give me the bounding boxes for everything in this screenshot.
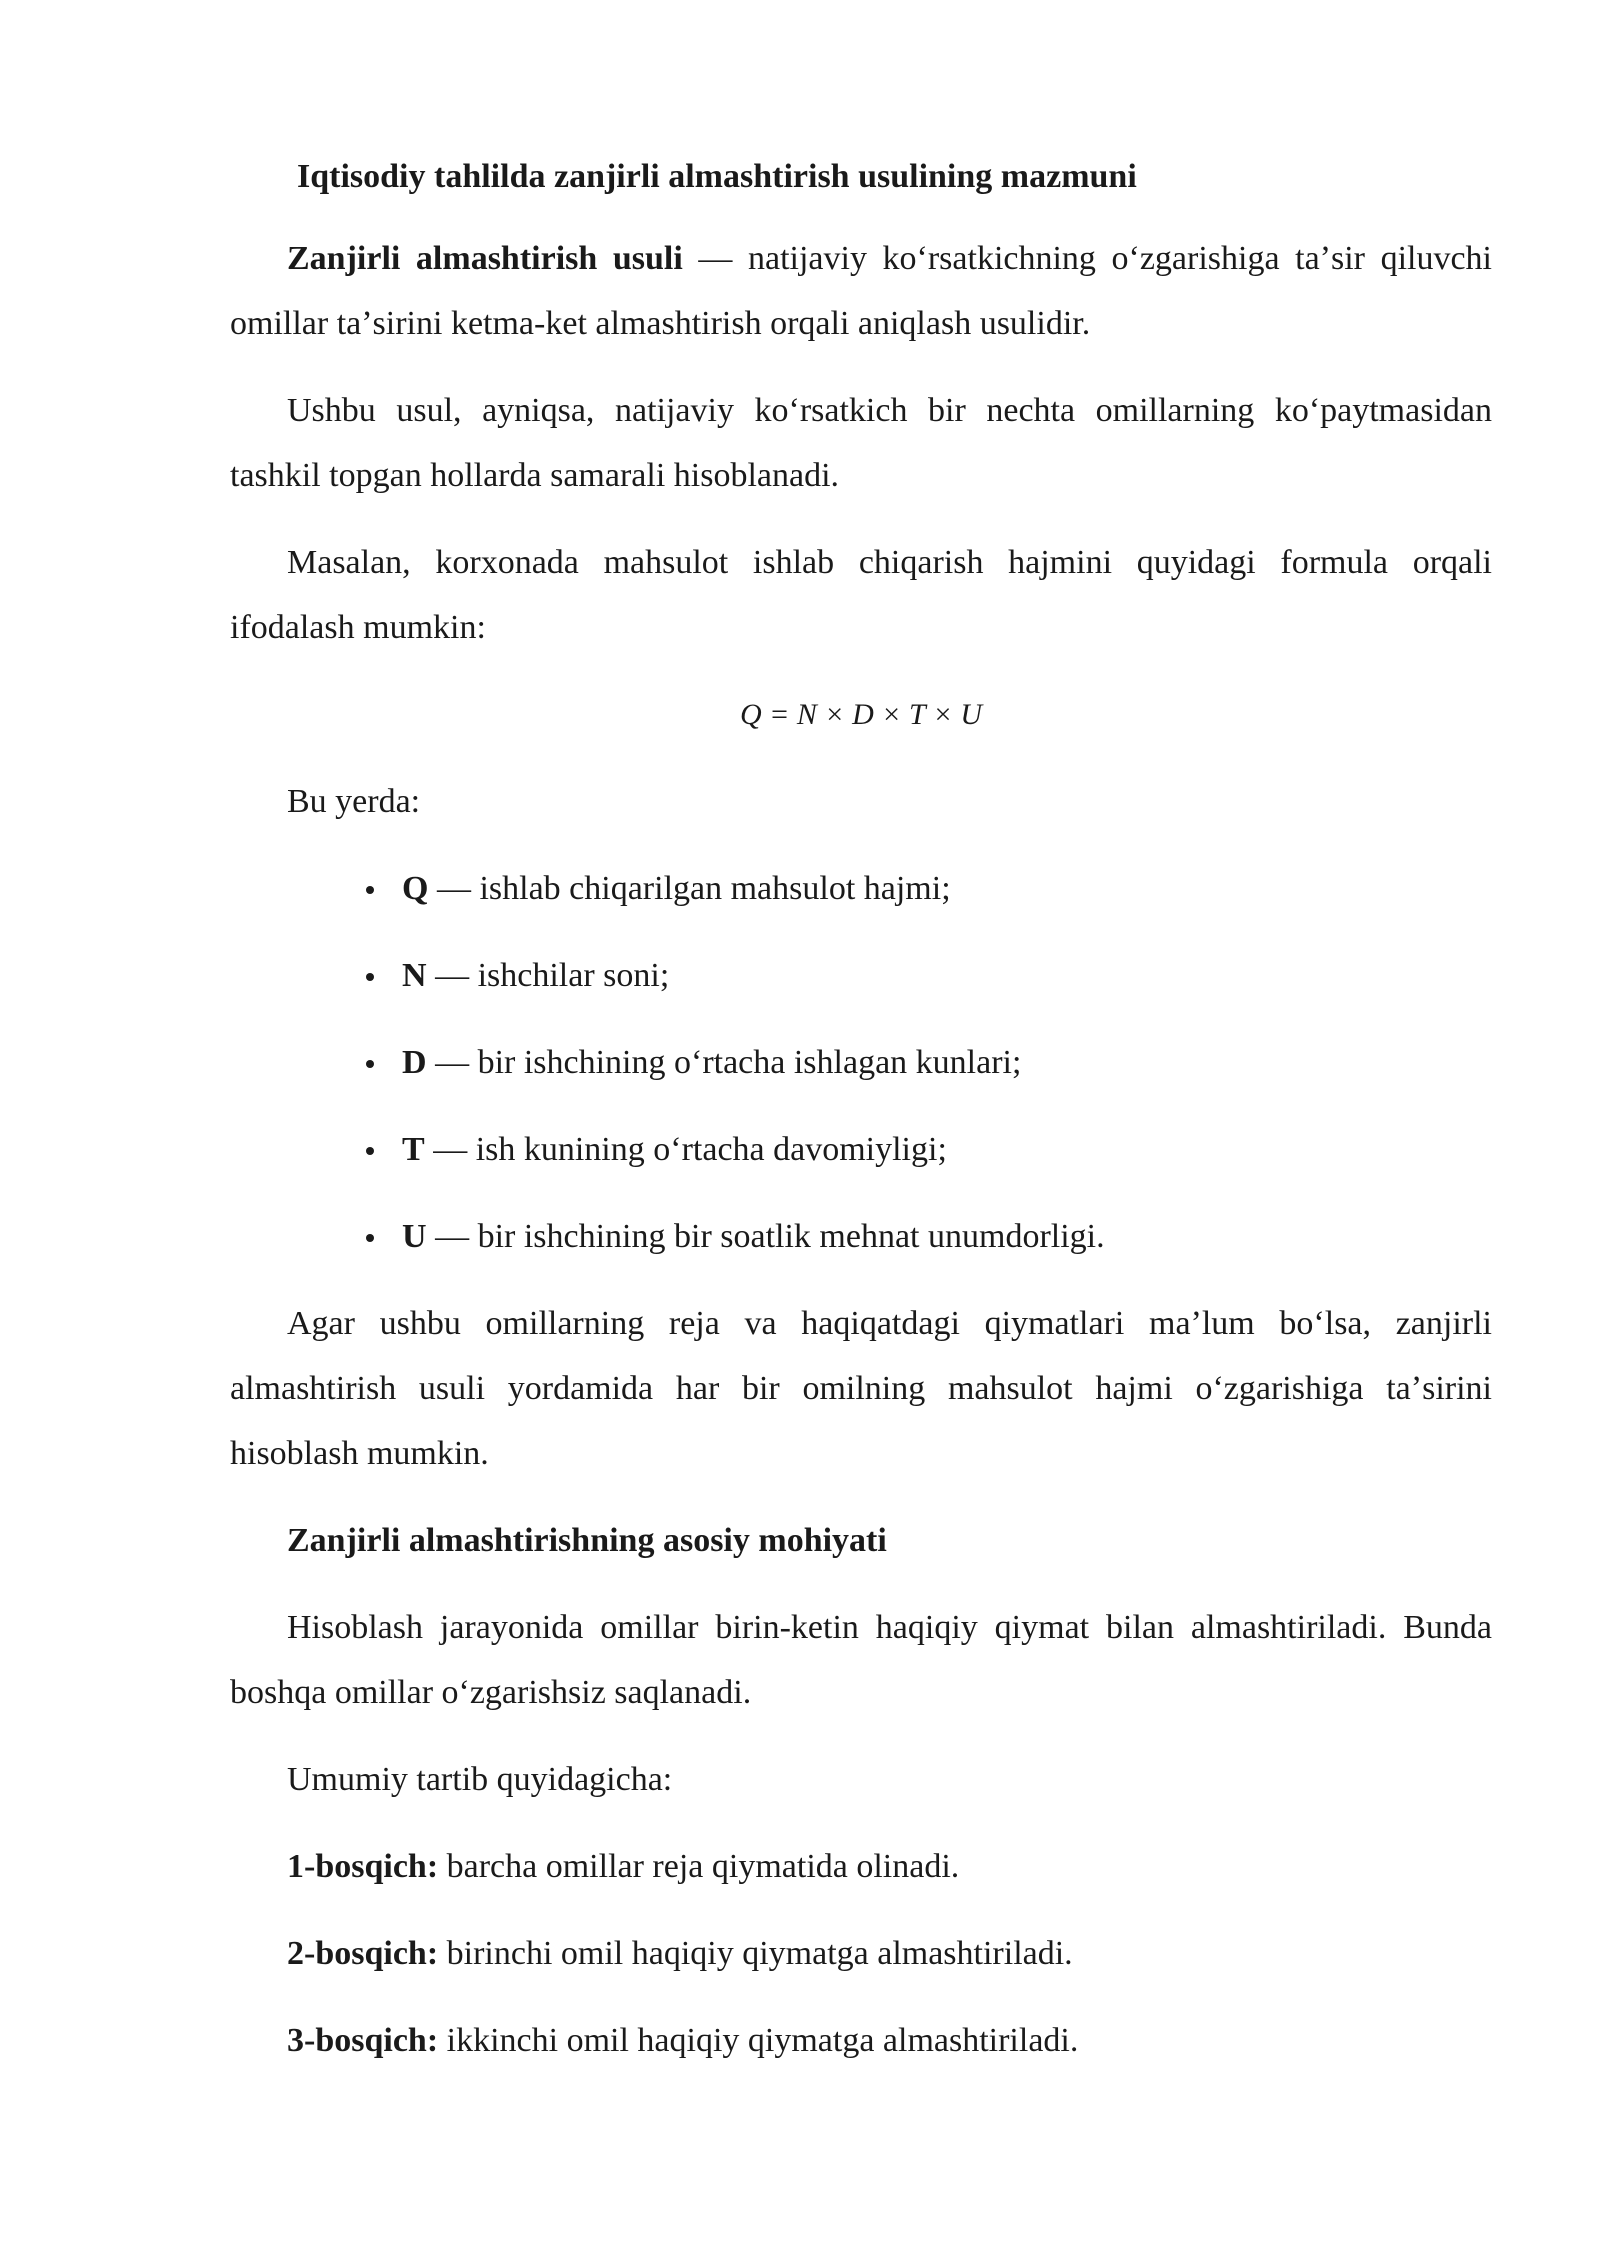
factor-symbol: D (402, 1044, 427, 1081)
section-heading: Zanjirli almashtirishning asosiy mohiyati (287, 1522, 887, 1559)
factor-symbol: T (402, 1131, 425, 1168)
definition-term: Zanjirli almashtirish usuli (287, 240, 683, 277)
step-3 (230, 2008, 1492, 2073)
step-2 (230, 1921, 1492, 1986)
step-label: 2-bosqich: (287, 1935, 439, 1972)
step-text: ikkinchi omil haqiqiy qiymatga almashtiriladi. (438, 2022, 1079, 2059)
definition-paragraph (230, 226, 1492, 356)
factor-description: — bir ishchining oʻrtacha ishlagan kunlari; (426, 1044, 1022, 1081)
factor-description: — ishlab chiqarilgan mahsulot hajmi; (428, 870, 951, 907)
step-label: 1-bosqich: (287, 1848, 439, 1885)
step-text: barcha omillar reja qiymatida olinadi. (438, 1848, 960, 1885)
factor-item-u (402, 1204, 1492, 1269)
document-body (230, 150, 1492, 2095)
step-1 (230, 1834, 1492, 1899)
factor-symbol: U (402, 1218, 427, 1255)
production-formula: Q = N × D × T × U (739, 698, 983, 731)
factor-item-n (402, 943, 1492, 1008)
order-label: Umumiy tartib quyidagicha: (287, 1761, 673, 1798)
usage-paragraph: Ushbu usul, ayniqsa, natijaviy koʻrsatkich bir nechta omillarning koʻpaytmasidan tashkil topgan hollarda samarali hisoblanadi. (230, 392, 1492, 494)
factor-item-d (402, 1030, 1492, 1095)
step-label: 3-bosqich: (287, 2022, 439, 2059)
factor-item-q (402, 856, 1492, 921)
where-label: Bu yerda: (287, 783, 421, 820)
factor-item-t (402, 1117, 1492, 1182)
plan-actual-paragraph: Agar ushbu omillarning reja va haqiqatdagi qiymatlari maʼlum boʻlsa, zanjirli almashtirish usuli yordamida har bir omilning mahsulot hajmi oʻzgarishiga taʼsirini hisoblash mumkin. (230, 1305, 1492, 1472)
factor-symbol: Q (402, 870, 429, 907)
factor-description: — ish kunining oʻrtacha davomiyligi; (424, 1131, 947, 1168)
factor-description: — ishchilar soni; (426, 957, 670, 994)
factor-description: — bir ishchining bir soatlik mehnat unumdorligi. (426, 1218, 1105, 1255)
example-paragraph: Masalan, korxonada mahsulot ishlab chiqarish hajmini quyidagi formula orqali ifodalash mumkin: (230, 544, 1492, 646)
process-paragraph: Hisoblash jarayonida omillar birin-ketin haqiqiy qiymat bilan almashtiriladi. Bunda boshqa omillar oʻzgarishsiz saqlanadi. (230, 1609, 1492, 1711)
definition-text: — natijaviy koʻrsatkichning oʻzgarishiga taʼsir qiluvchi omillar taʼsirini ketma-ket almashtirish orqali aniqlash usulidir. (230, 240, 1492, 342)
document-title: Iqtisodiy tahlilda zanjirli almashtirish usulining mazmuni (297, 158, 1137, 195)
factor-definitions-list (230, 856, 1492, 1269)
step-text: birinchi omil haqiqiy qiymatga almashtiriladi. (438, 1935, 1073, 1972)
factor-symbol: N (402, 957, 427, 994)
